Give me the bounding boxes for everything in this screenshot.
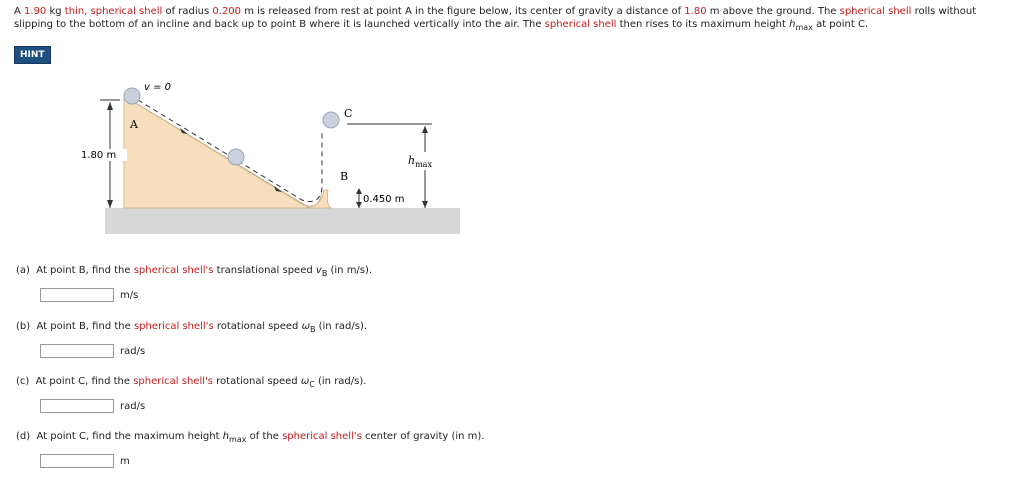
hmax-symbol: h	[789, 19, 796, 30]
answer-input-a[interactable]	[40, 288, 114, 302]
unit-label: rad/s	[120, 400, 146, 412]
problem-text: A	[14, 6, 25, 17]
object-name: thin, spherical shell	[64, 6, 163, 17]
unit-label: m/s	[120, 289, 139, 301]
hmax-subscript: max	[795, 23, 813, 32]
radius-value: 0.200	[212, 6, 242, 17]
question-d	[16, 430, 484, 468]
question-text: (a) At point B, find the spherical shell's translational speed $v_B$ (in m/s).	[16, 265, 373, 278]
incline-figure	[70, 72, 470, 242]
question-text: (c) At point C, find the spherical shell's rotational speed $\omega_C$ (in rad/s).	[16, 376, 367, 389]
unit-label: m	[120, 455, 130, 467]
answer-input-b[interactable]	[40, 344, 114, 358]
problem-text: m above the ground. The	[706, 6, 840, 17]
problem-text: then rises to its maximum height	[616, 19, 790, 30]
height-arrowhead-top	[107, 102, 113, 110]
height-value: 1.80	[684, 6, 707, 17]
answer-input-c[interactable]	[40, 399, 114, 413]
hmax-arrowhead-top	[422, 126, 428, 133]
problem-text: of radius	[162, 6, 213, 17]
height-label: 1.80 m	[81, 150, 117, 161]
object-name: spherical shell	[839, 6, 912, 17]
problem-text: m is released from rest at point A in the figure below, its center of gravity a distance of	[241, 6, 685, 17]
question-text: (b) At point B, find the spherical shell's rotational speed $\omega_B$ (in rad/s).	[16, 321, 368, 334]
depth-arrowhead-bottom	[356, 202, 362, 208]
hmax-label: $h_{max}$	[408, 154, 432, 169]
problem-text: kg	[46, 6, 65, 17]
object-name: spherical shell	[544, 19, 617, 30]
question-b	[16, 320, 367, 358]
velocity-label: v = 0	[144, 82, 172, 93]
depth-arrowhead-top	[356, 188, 362, 194]
question-text: (d) At point C, find the maximum height $h_{max}$ of the spherical shell's center of gravity (in m).	[16, 431, 485, 444]
hint-button[interactable]: HINT	[14, 46, 51, 64]
point-B-label: B	[340, 170, 349, 183]
problem-text: at point C.	[812, 19, 869, 30]
point-A-label: A	[130, 118, 138, 131]
height-arrowhead-bottom	[107, 200, 113, 208]
unit-label: rad/s	[120, 345, 146, 357]
question-c	[16, 375, 366, 413]
hmax-arrowhead-bottom	[422, 201, 428, 208]
mass-value: 1.90	[24, 6, 47, 17]
ground	[105, 208, 460, 234]
ball-midway	[228, 149, 244, 165]
question-a	[16, 264, 372, 302]
ball-at-C	[323, 112, 339, 128]
problem-statement	[14, 5, 1014, 34]
ball-at-A	[124, 88, 140, 104]
answer-input-d[interactable]	[40, 454, 114, 468]
problem-text: rolls without slipping to the bottom of an incline and back up to point B where it is launched vertically into the air. The	[14, 6, 977, 30]
point-C-label: C	[344, 107, 353, 120]
depth-label: 0.450 m	[363, 194, 405, 205]
